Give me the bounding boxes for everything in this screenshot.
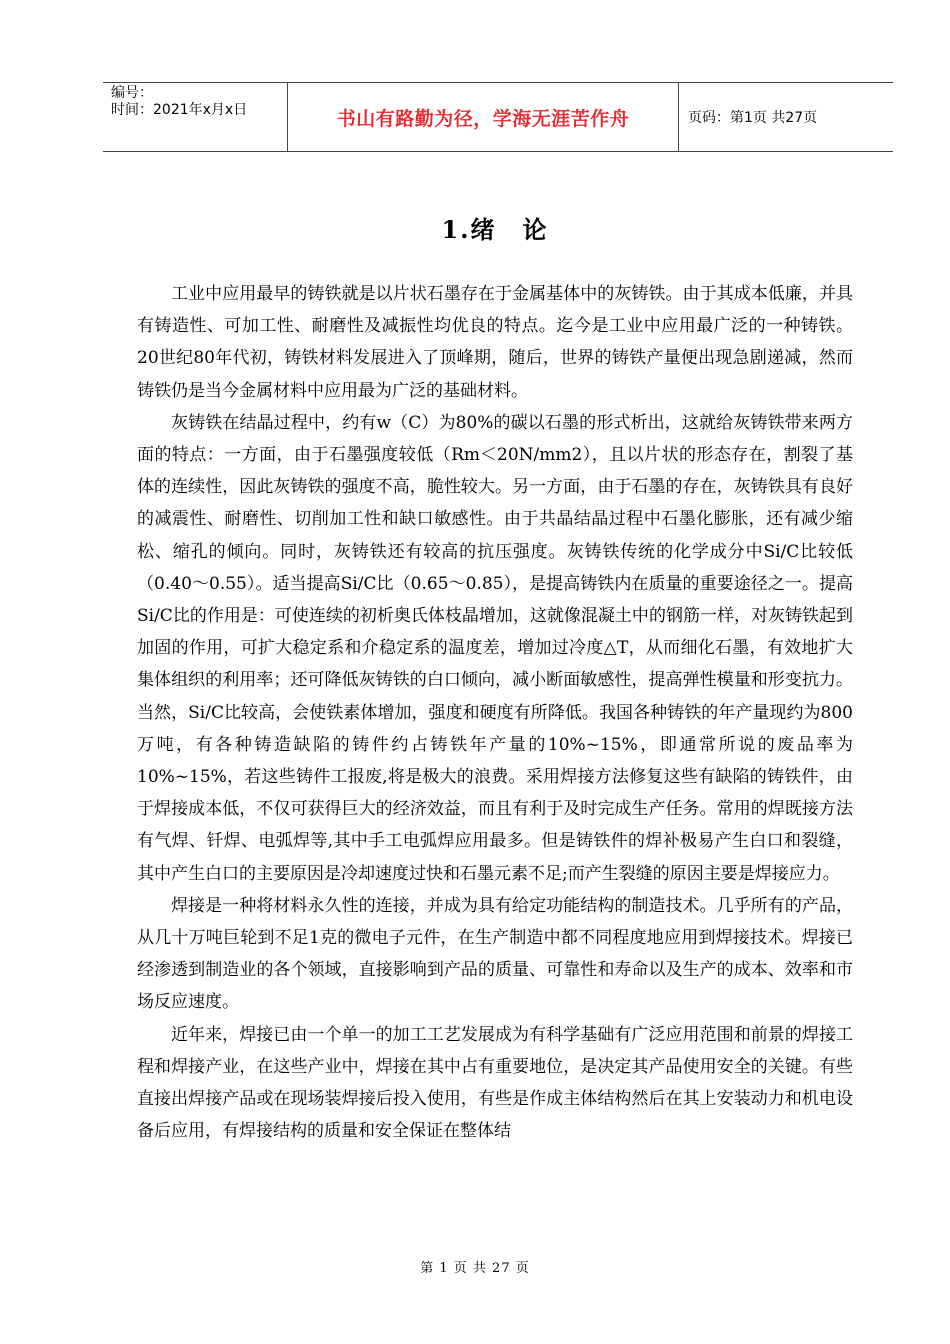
paragraph: 焊接是一种将材料永久性的连接，并成为具有给定功能结构的制造技术。几乎所有的产品，从几十万吨巨轮到不足1克的微电子元件，在生产制造中都不同程度地应用到焊接技术。焊接已经渗透到制造业的各个领域，直接影响到产品的质量、可靠性和寿命以及生产的成本、效率和市场反应速度。	[137, 895, 853, 1013]
page-footer: 第 1 页 共 27 页	[420, 1261, 530, 1276]
paragraph: 灰铸铁在结晶过程中，约有w（C）为80%的碳以石墨的形式析出，这就给灰铸铁带来两方面的特点：一方面，由于石墨强度较低（Rm＜20N/mm2），且以片状的形态存在，割裂了基体的连续性，因此灰铸铁的强度不高，脆性较大。另一方面，由于石墨的存在，灰铸铁具有良好的减震性、耐磨性、切削加工性和缺口敏感性。由于共晶结晶过程中石墨化膨胀，还有减少缩松、缩孔的倾向。同时，灰铸铁还有较高的抗压强度。灰铸铁传统的化学成分中Si/C比较低（0.40～0.55）。适当提高Si/C比（0.65～0.85），是提高铸铁内在质量的重要途径之一。提高Si/C比的作用是：可使连续的初析奥氏体枝晶增加，这就像混凝土中的钢筋一样，对灰铸铁起到加固的作用，可扩大稳定系和介稳定系的温度差，增加过冷度△T，从而细化石墨，有效地扩大集体组织的利用率；还可降低灰铸铁的白口倾向，减小断面敏感性，提高弹性模量和形变抗力。当然，Si/C比较高，会使铁素体增加，强度和硬度有所降低。我国各种铸铁的年产量现约为800万吨，有各种铸造缺陷的铸件约占铸铁年产量的10%~15%，即通常所说的废品率为10%~15%，若这些铸件工报废,将是极大的浪费。采用焊接方法修复这些有缺陷的铸铁件，由于焊接成本低，不仅可获得巨大的经济效益，而且有利于及时完成生产任务。常用的焊既接方法有气焊、钎焊、电弧焊等,其中手工电弧焊应用最多。但是铸铁件的焊补极易产生白口和裂缝，其中产生白口的主要原因是冷却速度过快和石墨元素不足;而产生裂缝的原因主要是焊接应力。	[137, 412, 853, 884]
paragraph: 近年来，焊接已由一个单一的加工工艺发展成为有科学基础有广泛应用范围和前景的焊接工程和焊接产业，在这些产业中，焊接在其中占有重要地位，是决定其产品使用安全的关键。有些直接出焊接产品或在现场装焊接后投入使用，有些是作成主体结构然后在其上安装动力和机电设备后应用，有焊接结构的质量和安全保证在整体结	[137, 1024, 853, 1142]
page-title: 1.绪 论	[441, 215, 549, 244]
serial-label: 编号：	[111, 85, 153, 101]
time-label: 时间：2021年x月x日	[111, 102, 248, 118]
document-body	[137, 278, 853, 1147]
header-meta	[111, 85, 311, 119]
header-motto: 书山有路勤为径，学海无涯苦作舟	[336, 107, 630, 130]
header-page-info: 页码：第1页 共27页	[688, 110, 818, 126]
paragraph: 工业中应用最早的铸铁就是以片状石墨存在于金属基体中的灰铸铁。由于其成本低廉，并具有铸造性、可加工性、耐磨性及减振性均优良的特点。迄今是工业中应用最广泛的一种铸铁。20世纪80年代初，铸铁材料发展进入了顶峰期，随后，世界的铸铁产量便出现急剧递减，然而铸铁仍是当今金属材料中应用最为广泛的基础材料。	[137, 284, 853, 401]
header-divider	[678, 83, 679, 151]
header-table	[103, 82, 893, 152]
